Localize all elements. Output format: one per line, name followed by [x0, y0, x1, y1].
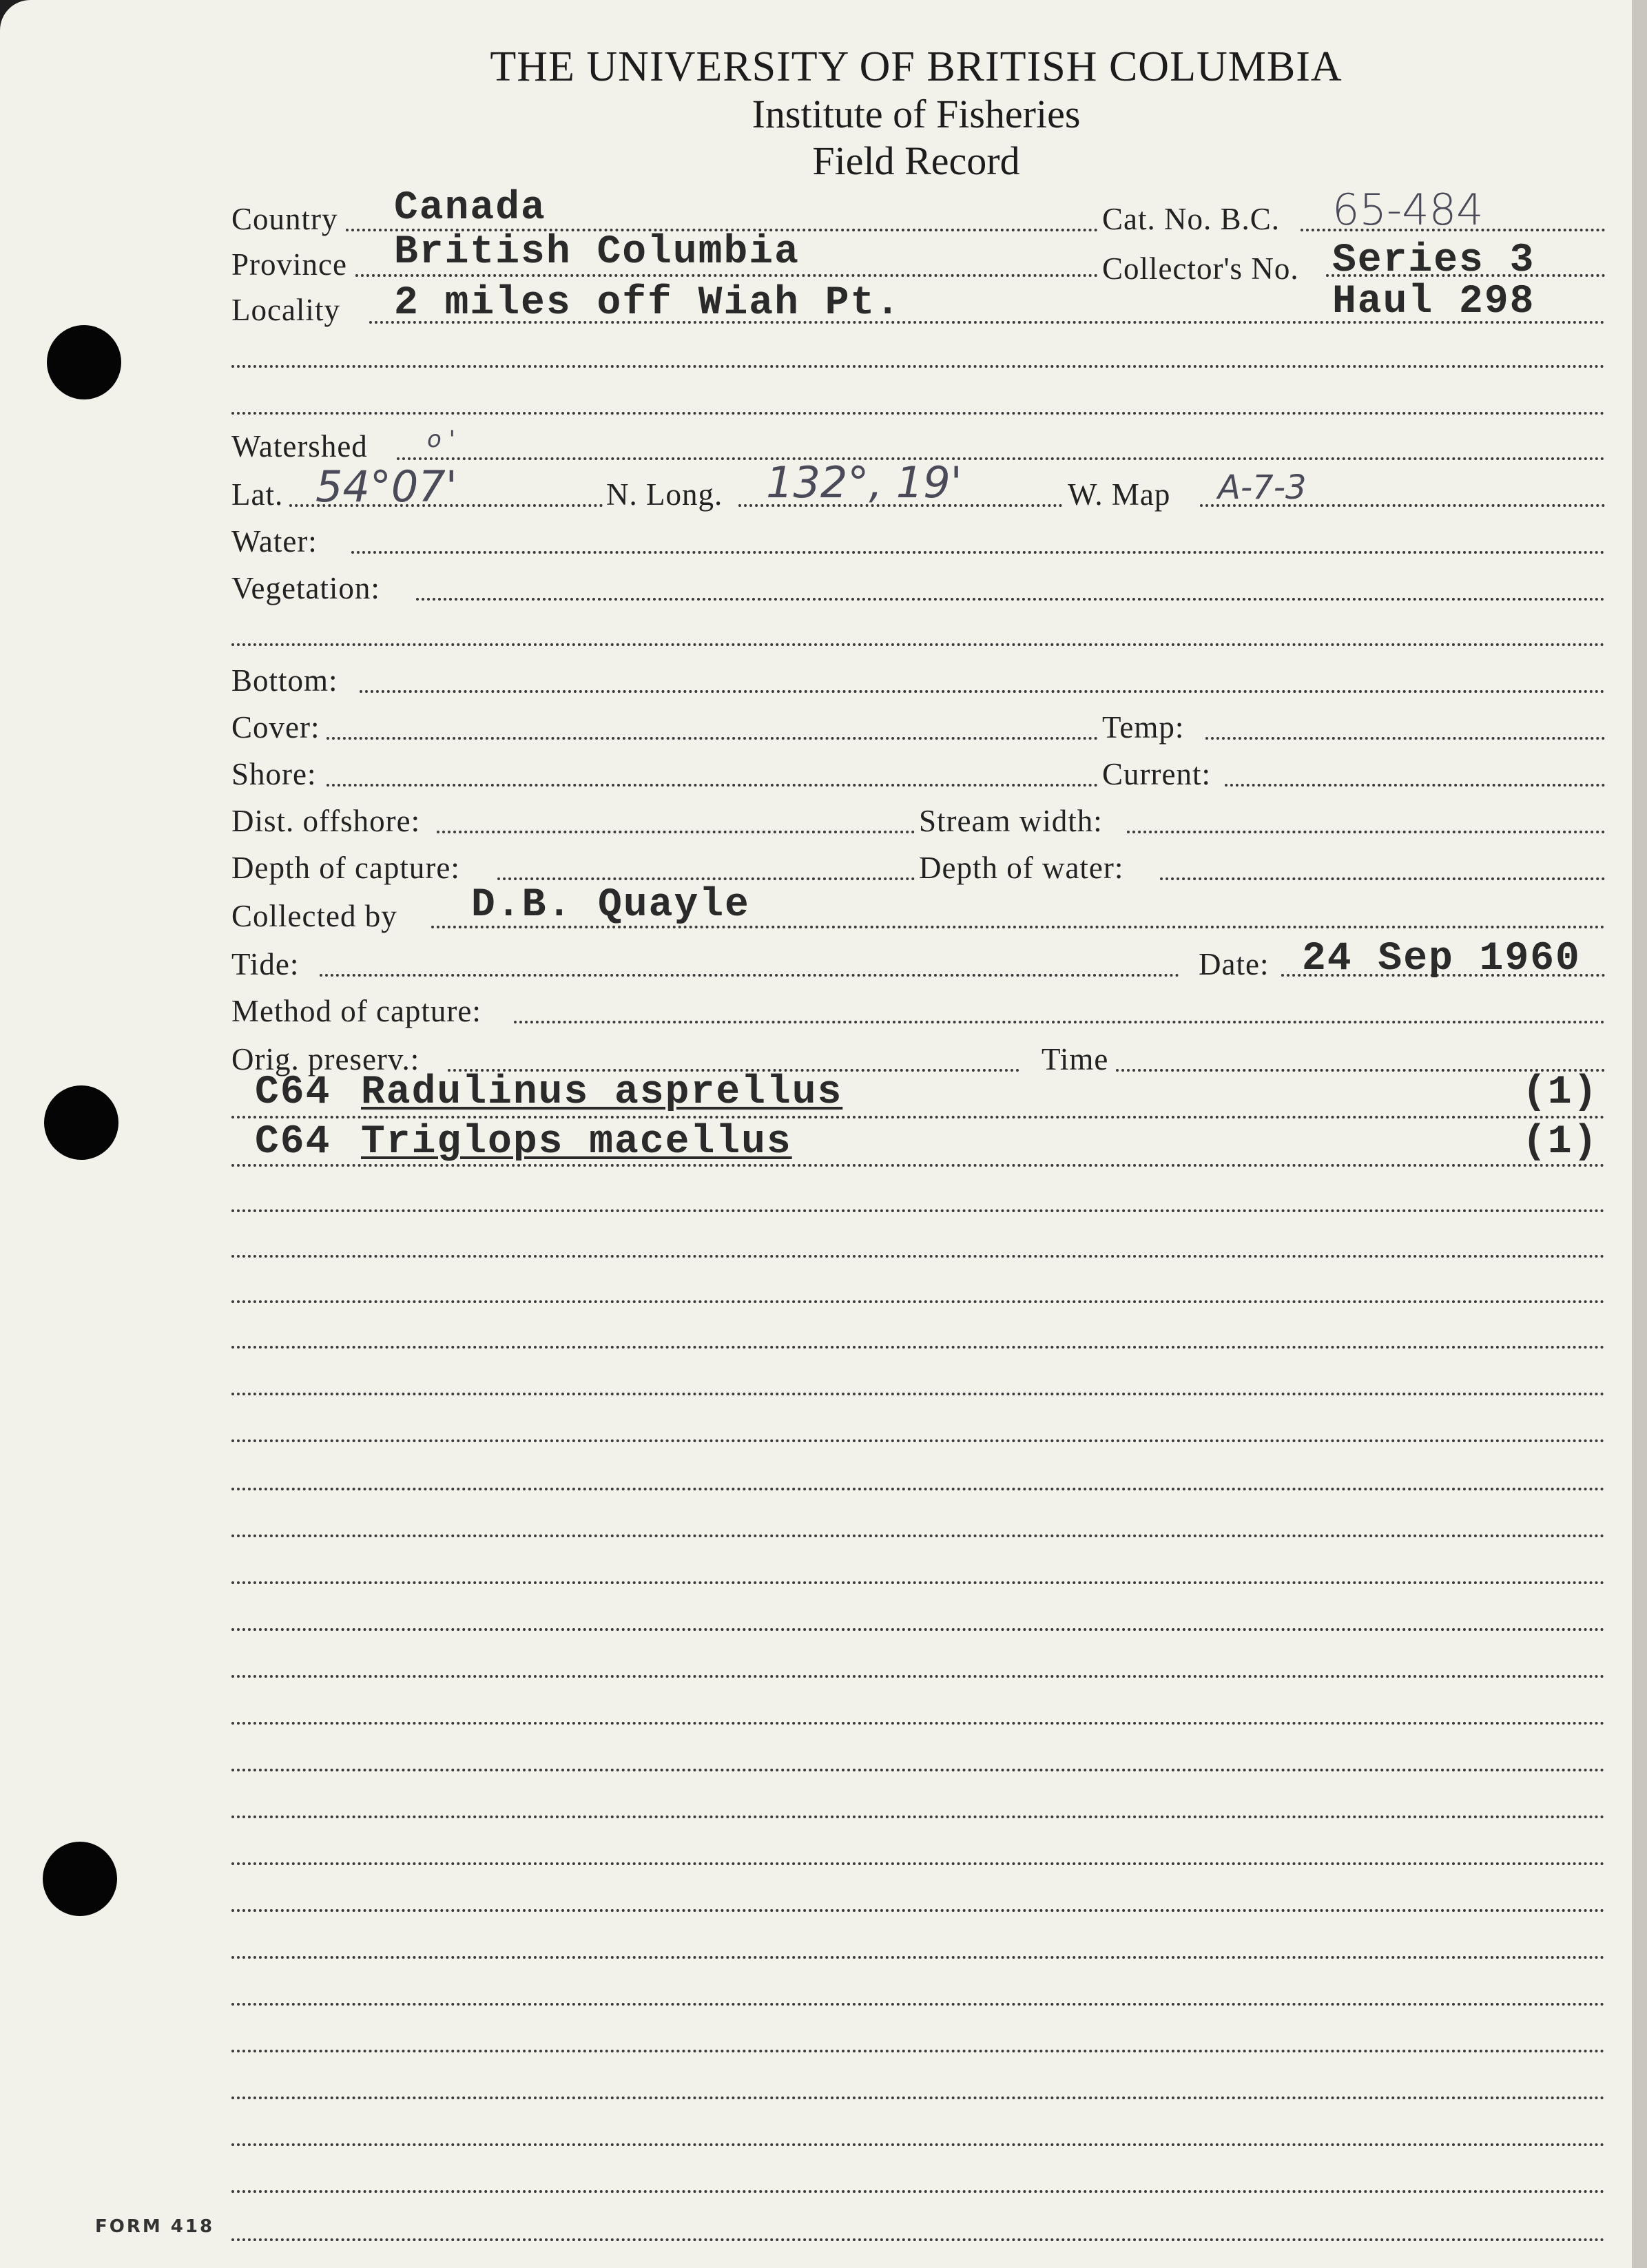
cover-label: Cover: — [231, 710, 320, 745]
blank-line — [231, 2050, 1605, 2052]
long-value: 132°, 19' — [766, 457, 962, 508]
blank-line — [231, 1769, 1605, 1771]
method-label: Method of capture: — [231, 994, 481, 1028]
shore-line — [327, 784, 1098, 787]
map-value: A-7-3 — [1218, 468, 1307, 507]
locality-label: Locality — [231, 293, 340, 327]
province-label: Province — [231, 247, 347, 282]
time-label: Time — [1042, 1042, 1109, 1076]
blank-line — [231, 1300, 1605, 1303]
stream-width-line — [1127, 831, 1605, 833]
water-label: Water: — [231, 524, 318, 559]
collected-by-label: Collected by — [231, 899, 397, 933]
form-number: FORM 418 — [95, 2216, 215, 2237]
binder-hole — [47, 325, 121, 399]
blank-line — [231, 2143, 1605, 2146]
watershed-line — [397, 457, 1605, 460]
depth-water-line — [1160, 877, 1605, 880]
blank-line — [231, 1862, 1605, 1865]
blank-line — [231, 1255, 1605, 1258]
water-line — [351, 551, 1605, 554]
current-label: Current: — [1102, 757, 1211, 791]
orig-preserv-label: Orig. preserv.: — [231, 1042, 420, 1076]
blank-line — [231, 1956, 1605, 1959]
binder-hole — [44, 1085, 118, 1160]
blank-line — [231, 1628, 1605, 1631]
haul-value: Haul 298 — [1332, 280, 1535, 324]
cat-no-value: 65-484 — [1332, 185, 1484, 235]
vegetation-line — [416, 598, 1605, 601]
locality-value: 2 miles off Wiah Pt. — [394, 281, 902, 326]
specimen-count: (1) — [1522, 1070, 1599, 1115]
bottom-line — [360, 690, 1605, 693]
specimen-line — [231, 1116, 1605, 1119]
blank-line — [231, 1439, 1605, 1442]
form-title: Field Record — [812, 138, 1020, 183]
long-label: N. Long. — [606, 477, 723, 512]
blank-line — [231, 365, 1605, 368]
stream-width-label: Stream width: — [919, 804, 1103, 838]
depth-capture-line — [497, 877, 915, 880]
temp-label: Temp: — [1102, 710, 1185, 745]
blank-line — [231, 1346, 1605, 1349]
blank-line — [231, 1209, 1605, 1212]
vegetation-label: Vegetation: — [231, 571, 380, 605]
blank-line — [231, 1534, 1605, 1537]
specimen-code: C64 — [255, 1120, 331, 1165]
blank-line — [231, 2238, 1605, 2241]
depth-water-label: Depth of water: — [919, 851, 1124, 885]
blank-line — [231, 1675, 1605, 1678]
depth-capture-label: Depth of capture: — [231, 851, 460, 885]
tide-line — [320, 974, 1179, 977]
blank-line — [231, 643, 1605, 646]
current-line — [1225, 784, 1605, 787]
university-title: THE UNIVERSITY OF BRITISH COLUMBIA — [490, 43, 1343, 90]
blank-line — [231, 412, 1605, 415]
blank-line — [231, 2097, 1605, 2099]
blank-line — [231, 1488, 1605, 1490]
collectors-no-label: Collector's No. — [1102, 251, 1299, 286]
temp-line — [1205, 737, 1605, 740]
method-line — [514, 1021, 1605, 1023]
blank-line — [231, 1393, 1605, 1395]
blank-line — [231, 1722, 1605, 1725]
collectors-no-value: Series 3 — [1332, 238, 1535, 283]
map-label: W. Map — [1068, 477, 1171, 512]
shore-label: Shore: — [231, 757, 317, 791]
lat-label: Lat. — [231, 477, 284, 512]
cat-no-label: Cat. No. B.C. — [1102, 202, 1281, 236]
specimen-code: C64 — [255, 1070, 331, 1115]
watershed-label: Watershed — [231, 429, 368, 464]
blank-line — [231, 2190, 1605, 2193]
date-label: Date: — [1199, 947, 1270, 981]
watershed-mark: o ' — [427, 426, 455, 453]
specimen-count: (1) — [1522, 1120, 1599, 1165]
cover-line — [327, 737, 1098, 740]
specimen-name: Triglops macellus — [361, 1120, 792, 1165]
date-value: 24 Sep 1960 — [1302, 937, 1581, 981]
blank-line — [231, 1909, 1605, 1912]
country-value: Canada — [394, 186, 546, 231]
blank-line — [231, 2003, 1605, 2006]
collected-by-value: D.B. Quayle — [471, 883, 750, 928]
tide-label: Tide: — [231, 947, 300, 981]
dist-offshore-line — [437, 831, 915, 833]
country-label: Country — [231, 202, 338, 236]
institute-title: Institute of Fisheries — [752, 92, 1081, 136]
specimen-name: Radulinus asprellus — [361, 1070, 843, 1115]
province-value: British Columbia — [394, 230, 800, 275]
blank-line — [231, 1816, 1605, 1818]
dist-offshore-label: Dist. offshore: — [231, 804, 421, 838]
binder-hole — [43, 1842, 117, 1916]
blank-line — [231, 1581, 1605, 1584]
bottom-label: Bottom: — [231, 663, 338, 698]
card-edge — [1632, 0, 1647, 2268]
lat-value: 54°07' — [315, 461, 457, 512]
